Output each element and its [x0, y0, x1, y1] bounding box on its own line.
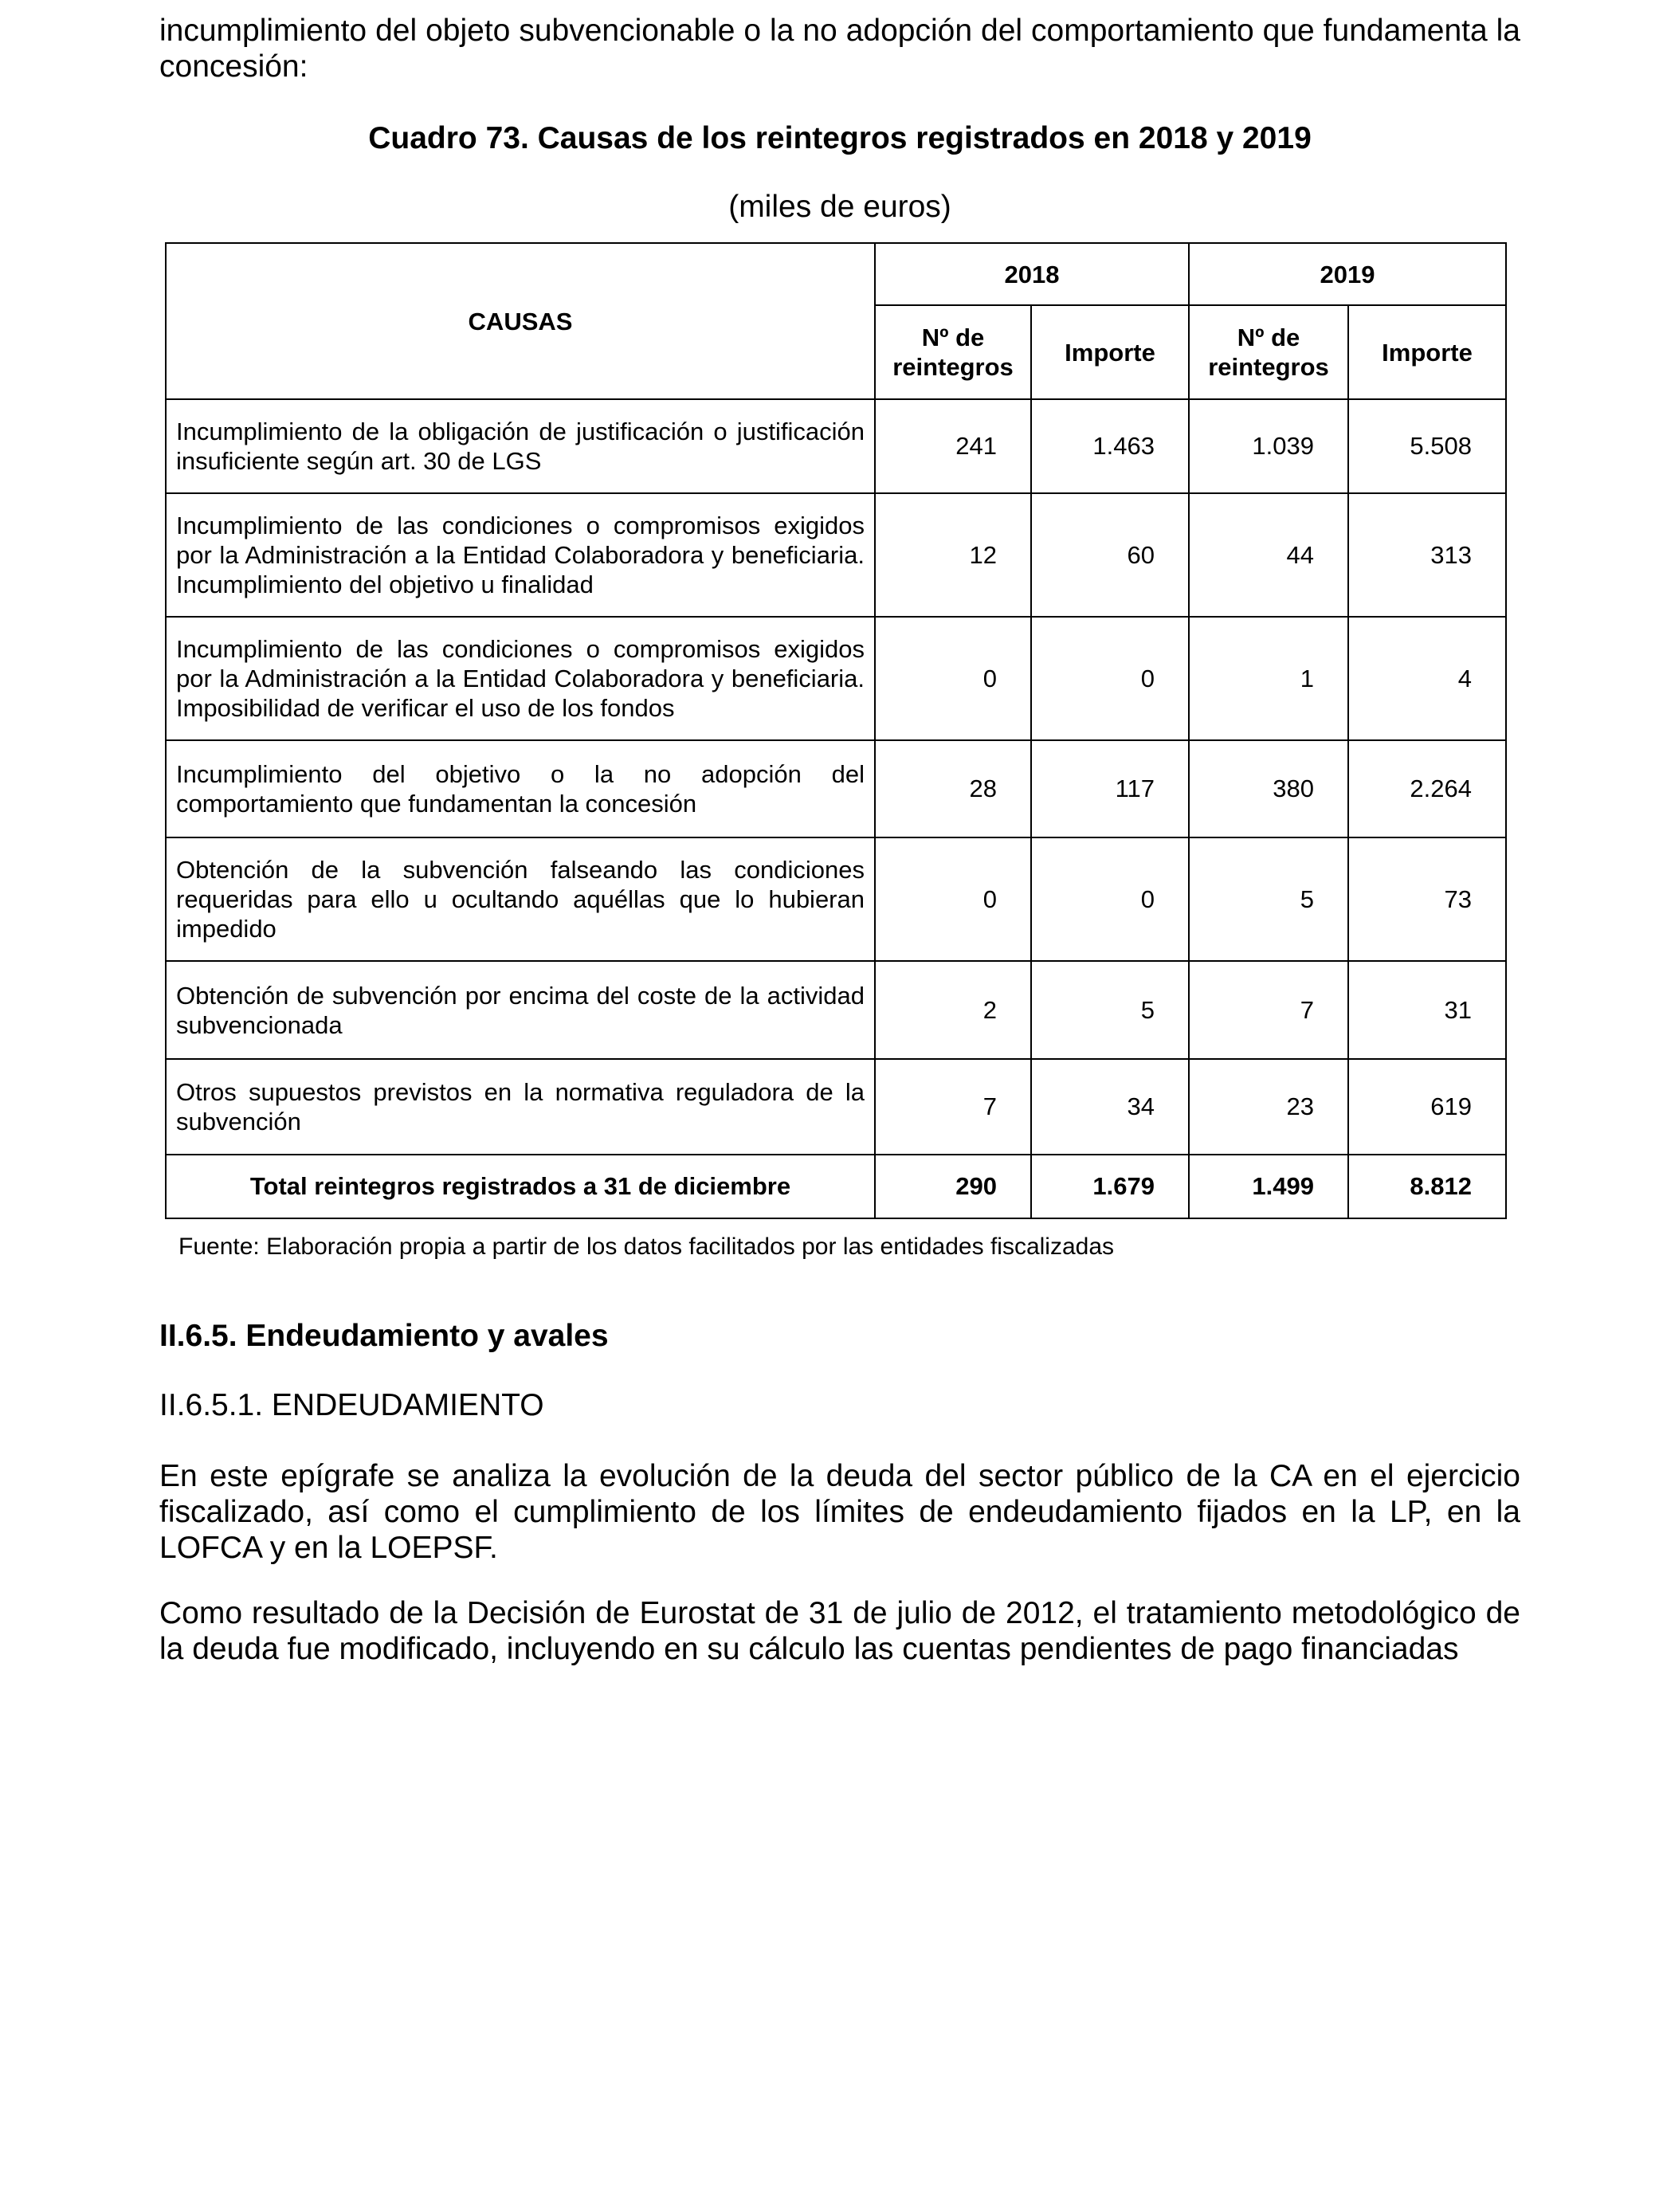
n-2018-cell: 28	[875, 740, 1031, 837]
source-note: Fuente: Elaboración propia a partir de los datos facilitados por las entidades fiscalizadas	[178, 1233, 1115, 1260]
importe-2019-cell: 73	[1348, 837, 1506, 961]
n-2018-cell: 0	[875, 837, 1031, 961]
n-2018-cell: 12	[875, 493, 1031, 617]
n-2018-cell: 7	[875, 1059, 1031, 1155]
n-2019-cell: 23	[1189, 1059, 1348, 1155]
importe-2018-cell: 0	[1031, 837, 1189, 961]
n-2019-cell: 7	[1189, 961, 1348, 1059]
total-row	[166, 1155, 1506, 1218]
header-n-reintegros-2018: Nº de reintegros	[875, 305, 1031, 399]
n-2018-cell: 2	[875, 961, 1031, 1059]
n-2019-cell: 5	[1189, 837, 1348, 961]
cause-cell: Obtención de subvención por encima del coste de la actividad subvencionada	[166, 961, 875, 1059]
paragraph-2: Como resultado de la Decisión de Eurostat de 31 de julio de 2012, el tratamiento metodológico de la deuda fue modificado, incluyendo en su cálculo las cuentas pendientes de pago financiadas	[159, 1596, 1520, 1666]
header-importe-2019: Importe	[1348, 305, 1506, 399]
importe-2019-cell: 619	[1348, 1059, 1506, 1155]
table-row	[166, 740, 1506, 837]
n-2019-cell: 380	[1189, 740, 1348, 837]
table-units: (miles de euros)	[728, 190, 951, 224]
reintegros-table	[165, 242, 1507, 1219]
importe-2018-cell: 117	[1031, 740, 1189, 837]
header-importe-2018: Importe	[1031, 305, 1189, 399]
n-2019-cell: 44	[1189, 493, 1348, 617]
importe-2019-cell: 4	[1348, 617, 1506, 740]
table-row	[166, 617, 1506, 740]
cause-cell: Incumplimiento de las condiciones o compromisos exigidos por la Administración a la Entidad Colaboradora y beneficiaria. Incumplimiento del objetivo u finalidad	[166, 493, 875, 617]
table-row	[166, 1059, 1506, 1155]
importe-2019-cell: 31	[1348, 961, 1506, 1059]
header-n-reintegros-2019: Nº de reintegros	[1189, 305, 1348, 399]
header-year-2018: 2018	[875, 243, 1189, 305]
intro-paragraph: incumplimiento del objeto subvencionable o la no adopción del comportamiento que fundamenta la concesión:	[159, 14, 1520, 84]
importe-2018-cell: 0	[1031, 617, 1189, 740]
importe-2018-cell: 1.463	[1031, 399, 1189, 493]
table-row	[166, 961, 1506, 1059]
total-importe-2019: 8.812	[1348, 1155, 1506, 1218]
section-heading: II.6.5. Endeudamiento y avales	[159, 1319, 609, 1353]
importe-2019-cell: 2.264	[1348, 740, 1506, 837]
importe-2019-cell: 5.508	[1348, 399, 1506, 493]
cause-cell: Incumplimiento del objetivo o la no adopción del comportamiento que fundamentan la concesión	[166, 740, 875, 837]
header-year-2019: 2019	[1189, 243, 1506, 305]
total-n-2018: 290	[875, 1155, 1031, 1218]
total-importe-2018: 1.679	[1031, 1155, 1189, 1218]
n-2018-cell: 241	[875, 399, 1031, 493]
importe-2018-cell: 34	[1031, 1059, 1189, 1155]
n-2019-cell: 1.039	[1189, 399, 1348, 493]
importe-2019-cell: 313	[1348, 493, 1506, 617]
subsection-heading: II.6.5.1. ENDEUDAMIENTO	[159, 1388, 544, 1422]
table-row	[166, 837, 1506, 961]
total-label: Total reintegros registrados a 31 de diciembre	[166, 1155, 875, 1218]
n-2019-cell: 1	[1189, 617, 1348, 740]
table-row	[166, 399, 1506, 493]
cause-cell: Incumplimiento de las condiciones o compromisos exigidos por la Administración a la Entidad Colaboradora y beneficiaria. Imposibilidad de verificar el uso de los fondos	[166, 617, 875, 740]
table-caption: Cuadro 73. Causas de los reintegros registrados en 2018 y 2019	[368, 121, 1312, 155]
cause-cell: Otros supuestos previstos en la normativa reguladora de la subvención	[166, 1059, 875, 1155]
header-causas: CAUSAS	[166, 243, 875, 399]
table-row	[166, 493, 1506, 617]
total-n-2019: 1.499	[1189, 1155, 1348, 1218]
importe-2018-cell: 5	[1031, 961, 1189, 1059]
cause-cell: Obtención de la subvención falseando las condiciones requeridas para ello u ocultando aquéllas que lo hubieran impedido	[166, 837, 875, 961]
paragraph-1: En este epígrafe se analiza la evolución de la deuda del sector público de la CA en el ejercicio fiscalizado, así como el cumplimiento de los límites de endeudamiento fijados en la LP, en la LOFCA y en la LOEPSF.	[159, 1459, 1520, 1565]
cause-cell: Incumplimiento de la obligación de justificación o justificación insuficiente según art. 30 de LGS	[166, 399, 875, 493]
n-2018-cell: 0	[875, 617, 1031, 740]
importe-2018-cell: 60	[1031, 493, 1189, 617]
header-row-years	[166, 243, 1506, 305]
